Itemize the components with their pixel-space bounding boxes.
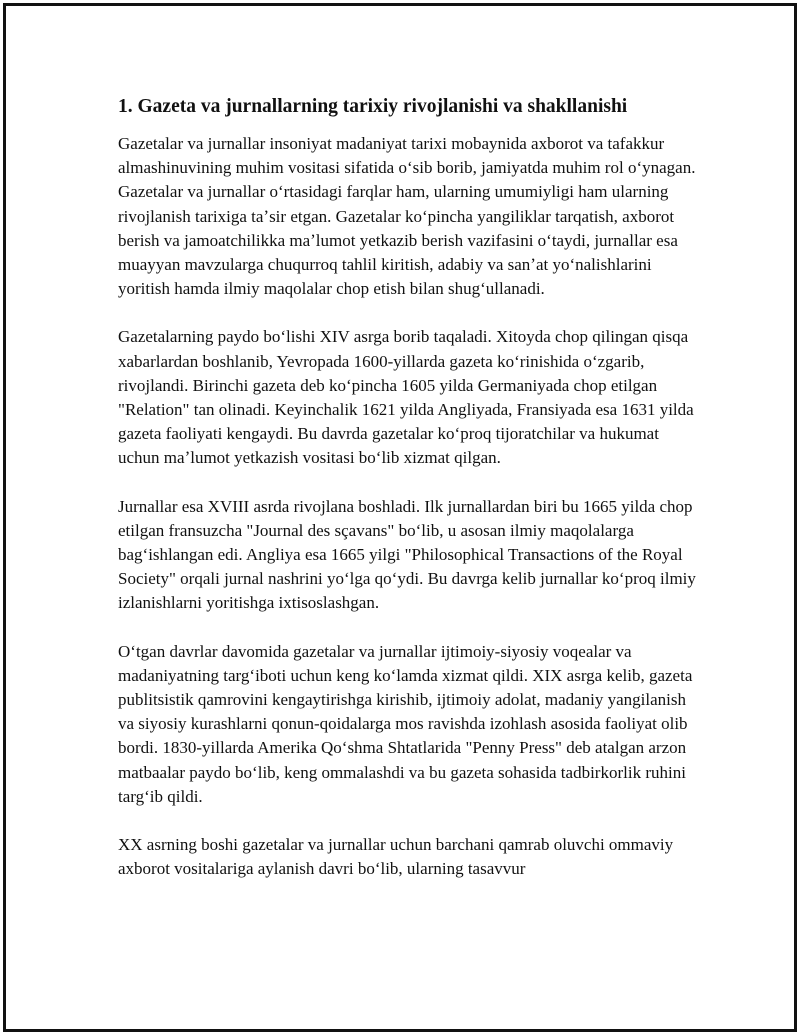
paragraph-5: XX asrning boshi gazetalar va jurnallar uchun barchani qamrab oluvchi ommaviy axborot vositalariga aylanish davri boʻlib, ularning tasavvur	[118, 835, 674, 879]
paragraph-2: Gazetalarning paydo boʻlishi XIV asrga borib taqaladi. Xitoyda chop qilingan qisqa xabarlardan boshlanib, Yevropada 1600-yillarda gazeta koʻrinishida oʻzgarib, rivojlandi. Birinchi gazeta deb koʻpincha 1605 yilda Germaniyada chop etilgan "Relation" tan olinadi. Keyinchalik 1621 yilda Angliyada, Fransiyada esa 1631 yilda gazeta faoliyati kengaydi. Bu davrda gazetalar koʻproq tijoratchilar va hukumat uchun maʼlumot yetkazish vositasi boʻlib xizmat qilgan.	[118, 327, 694, 468]
section-heading: 1. Gazeta va jurnallarning tarixiy rivojlanishi va shakllanishi	[118, 96, 628, 117]
paragraph-1: Gazetalar va jurnallar insoniyat madaniyat tarixi mobaynida axborot va tafakkur almashinuvining muhim vositasi sifatida oʻsib borib, jamiyatda muhim rol oʻynagan. Gazetalar va jurnallar oʻrtasidagi farqlar ham, ularning umumiyligi ham ularning rivojlanish tarixiga taʼsir etgan. Gazetalar koʻpincha yangiliklar tarqatish, axborot berish va jamoatchilikka maʼlumot yetkazib berish vazifasini oʻtaydi, jurnallar esa muayyan mavzularga chuqurroq tahlil kiritish, adabiy va sanʼat yoʻnalishlarini yoritish hamda ilmiy maqolalar chop etish bilan shugʻullanadi.	[118, 134, 696, 299]
paragraph-3: Jurnallar esa XVIII asrda rivojlana boshladi. Ilk jurnallardan biri bu 1665 yilda chop etilgan fransuzcha "Journal des sçavans" boʻlib, u asosan ilmiy maqolalarga bagʻishlangan edi. Angliya esa 1665 yilgi "Philosophical Transactions of the Royal Society" orqali jurnal nashrini yoʻlga qoʻydi. Bu davrga kelib jurnallar koʻproq ilmiy izlanishlarni yoritishga ixtisoslashgan.	[118, 496, 696, 613]
paragraph-4: Oʻtgan davrlar davomida gazetalar va jurnallar ijtimoiy-siyosiy voqealar va madaniyatning targʻiboti uchun keng koʻlamda xizmat qildi. XIX asrga kelib, gazeta publitsistik qamrovini kengaytirishga kirishib, ijtimoiy adolat, madaniy yangilanish va siyosiy kurashlarni qonun-qoidalarga mos ravishda izohlash asosida faoliyat olib bordi. 1830-yillarda Amerika Qoʻshma Shtatlarida "Penny Press" deb atalgan arzon matbaalar paydo boʻlib, keng ommalashdi va bu gazeta sohasida tadbirkorlik ruhini targʻib qildi.	[118, 641, 693, 806]
document-body	[118, 94, 698, 905]
